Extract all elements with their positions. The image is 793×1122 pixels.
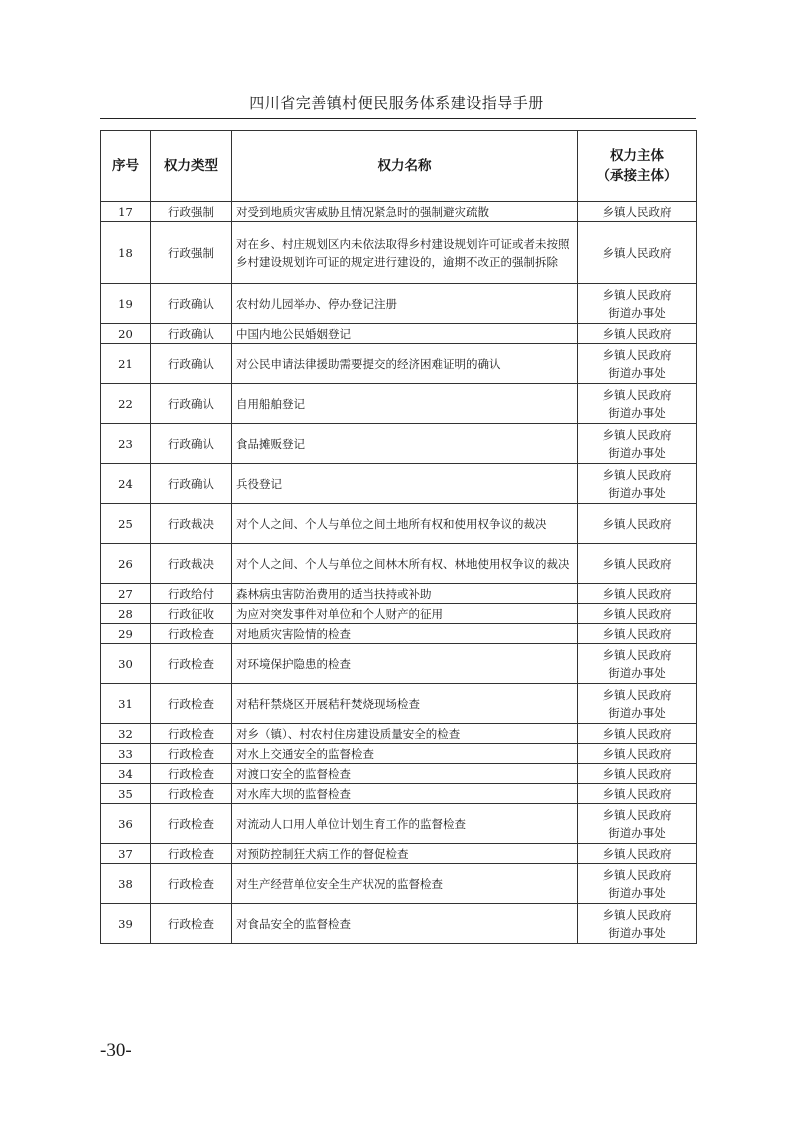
cell-power-subject xyxy=(578,904,697,944)
subject-line: 街道办事处 xyxy=(608,925,666,940)
cell-power-type: 行政检查 xyxy=(151,904,232,944)
cell-power-subject xyxy=(578,864,697,904)
col-header-power-type: 权力类型 xyxy=(151,131,232,202)
cell-number: 39 xyxy=(101,904,151,944)
subject-line: 街道办事处 xyxy=(608,405,666,420)
page-header-title: 四川省完善镇村便民服务体系建设指导手册 xyxy=(249,94,544,112)
cell-power-name: 森林病虫害防治费用的适当扶持或补助 xyxy=(232,584,578,604)
cell-power-subject xyxy=(578,844,697,864)
cell-power-subject xyxy=(578,584,697,604)
cell-power-name: 对在乡、村庄规划区内未依法取得乡村建设规划许可证或者未按照乡村建设规划许可证的规定进行建设的，逾期不改正的强制拆除 xyxy=(232,222,578,284)
table-row xyxy=(101,504,697,544)
cell-number: 34 xyxy=(101,764,151,784)
cell-number: 32 xyxy=(101,724,151,744)
subject-line: 乡镇人民政府 xyxy=(602,204,672,219)
table-row xyxy=(101,424,697,464)
subject-line: 乡镇人民政府 xyxy=(602,586,672,601)
cell-power-subject xyxy=(578,464,697,504)
subject-line: 乡镇人民政府 xyxy=(602,467,672,482)
cell-number: 31 xyxy=(101,684,151,724)
cell-power-name: 对生产经营单位安全生产状况的监督检查 xyxy=(232,864,578,904)
subject-line: 乡镇人民政府 xyxy=(602,907,672,922)
subject-line: 街道办事处 xyxy=(608,825,666,840)
cell-power-type: 行政确认 xyxy=(151,284,232,324)
cell-number: 26 xyxy=(101,544,151,584)
subject-line: 乡镇人民政府 xyxy=(602,606,672,621)
cell-power-type: 行政检查 xyxy=(151,724,232,744)
cell-number: 24 xyxy=(101,464,151,504)
cell-power-subject xyxy=(578,424,697,464)
col-header-subject-line2: （承接主体） xyxy=(596,168,678,184)
cell-power-type: 行政确认 xyxy=(151,424,232,464)
page-number: -30- xyxy=(100,1040,132,1061)
table-row xyxy=(101,284,697,324)
cell-number: 36 xyxy=(101,804,151,844)
cell-number: 23 xyxy=(101,424,151,464)
cell-number: 21 xyxy=(101,344,151,384)
cell-number: 29 xyxy=(101,624,151,644)
subject-line: 乡镇人民政府 xyxy=(602,687,672,702)
cell-power-subject xyxy=(578,324,697,344)
subject-line: 乡镇人民政府 xyxy=(602,846,672,861)
cell-power-subject xyxy=(578,504,697,544)
header-rule xyxy=(100,118,696,119)
cell-power-type: 行政检查 xyxy=(151,864,232,904)
subject-line: 乡镇人民政府 xyxy=(602,326,672,341)
cell-power-subject xyxy=(578,644,697,684)
cell-number: 28 xyxy=(101,604,151,624)
subject-line: 乡镇人民政府 xyxy=(602,807,672,822)
table-row xyxy=(101,684,697,724)
cell-power-type: 行政确认 xyxy=(151,344,232,384)
cell-power-subject xyxy=(578,604,697,624)
subject-line: 乡镇人民政府 xyxy=(602,867,672,882)
cell-power-name: 对地质灾害险情的检查 xyxy=(232,624,578,644)
cell-power-subject xyxy=(578,544,697,584)
cell-power-subject xyxy=(578,202,697,222)
cell-number: 35 xyxy=(101,784,151,804)
cell-power-subject xyxy=(578,384,697,424)
cell-power-type: 行政强制 xyxy=(151,222,232,284)
cell-power-type: 行政确认 xyxy=(151,384,232,424)
subject-line: 街道办事处 xyxy=(608,365,666,380)
subject-line: 乡镇人民政府 xyxy=(602,726,672,741)
table-body xyxy=(101,202,697,944)
cell-power-type: 行政强制 xyxy=(151,202,232,222)
table-row xyxy=(101,724,697,744)
cell-power-type: 行政确认 xyxy=(151,464,232,504)
cell-power-name: 自用船舶登记 xyxy=(232,384,578,424)
table-row xyxy=(101,764,697,784)
cell-number: 27 xyxy=(101,584,151,604)
cell-power-name: 对公民申请法律援助需要提交的经济困难证明的确认 xyxy=(232,344,578,384)
cell-number: 19 xyxy=(101,284,151,324)
table-row xyxy=(101,324,697,344)
cell-number: 37 xyxy=(101,844,151,864)
cell-power-type: 行政检查 xyxy=(151,644,232,684)
subject-line: 乡镇人民政府 xyxy=(602,347,672,362)
cell-power-type: 行政检查 xyxy=(151,804,232,844)
table-row xyxy=(101,844,697,864)
cell-power-subject xyxy=(578,344,697,384)
cell-power-type: 行政检查 xyxy=(151,844,232,864)
subject-line: 乡镇人民政府 xyxy=(602,516,672,531)
col-header-number: 序号 xyxy=(101,131,151,202)
subject-line: 街道办事处 xyxy=(608,485,666,500)
cell-number: 25 xyxy=(101,504,151,544)
col-header-power-name: 权力名称 xyxy=(232,131,578,202)
cell-power-name: 对食品安全的监督检查 xyxy=(232,904,578,944)
cell-power-subject xyxy=(578,744,697,764)
power-list-table xyxy=(100,130,697,944)
cell-power-subject xyxy=(578,784,697,804)
subject-line: 乡镇人民政府 xyxy=(602,626,672,641)
cell-number: 17 xyxy=(101,202,151,222)
table-row xyxy=(101,222,697,284)
col-header-power-subject xyxy=(578,131,697,202)
cell-power-name: 对受到地质灾害威胁且情况紧急时的强制避灾疏散 xyxy=(232,202,578,222)
col-header-subject-line1: 权力主体 xyxy=(610,148,664,164)
subject-line: 街道办事处 xyxy=(608,885,666,900)
cell-number: 20 xyxy=(101,324,151,344)
table-row xyxy=(101,804,697,844)
cell-power-type: 行政裁决 xyxy=(151,504,232,544)
table-row xyxy=(101,744,697,764)
subject-line: 街道办事处 xyxy=(608,705,666,720)
cell-power-name: 对预防控制狂犬病工作的督促检查 xyxy=(232,844,578,864)
cell-power-type: 行政检查 xyxy=(151,764,232,784)
cell-power-subject xyxy=(578,724,697,744)
subject-line: 乡镇人民政府 xyxy=(602,287,672,302)
cell-power-type: 行政确认 xyxy=(151,324,232,344)
table-row xyxy=(101,864,697,904)
table-row xyxy=(101,604,697,624)
subject-line: 乡镇人民政府 xyxy=(602,766,672,781)
subject-line: 乡镇人民政府 xyxy=(602,746,672,761)
cell-power-type: 行政检查 xyxy=(151,784,232,804)
subject-line: 乡镇人民政府 xyxy=(602,245,672,260)
table-row xyxy=(101,644,697,684)
cell-power-type: 行政检查 xyxy=(151,624,232,644)
cell-power-name: 对环境保护隐患的检查 xyxy=(232,644,578,684)
table-row xyxy=(101,384,697,424)
table-row xyxy=(101,904,697,944)
cell-power-name: 对水上交通安全的监督检查 xyxy=(232,744,578,764)
cell-power-name: 中国内地公民婚姻登记 xyxy=(232,324,578,344)
cell-power-name: 为应对突发事件对单位和个人财产的征用 xyxy=(232,604,578,624)
subject-line: 街道办事处 xyxy=(608,665,666,680)
cell-power-type: 行政检查 xyxy=(151,684,232,724)
cell-power-name: 对水库大坝的监督检查 xyxy=(232,784,578,804)
cell-power-subject xyxy=(578,284,697,324)
subject-line: 乡镇人民政府 xyxy=(602,387,672,402)
cell-power-type: 行政给付 xyxy=(151,584,232,604)
table-row xyxy=(101,784,697,804)
subject-line: 乡镇人民政府 xyxy=(602,427,672,442)
cell-number: 30 xyxy=(101,644,151,684)
subject-line: 乡镇人民政府 xyxy=(602,647,672,662)
cell-power-name: 农村幼儿园举办、停办登记注册 xyxy=(232,284,578,324)
cell-power-name: 兵役登记 xyxy=(232,464,578,504)
cell-number: 22 xyxy=(101,384,151,424)
cell-number: 33 xyxy=(101,744,151,764)
table-row xyxy=(101,544,697,584)
subject-line: 街道办事处 xyxy=(608,305,666,320)
cell-power-name: 对秸秆禁烧区开展秸秆焚烧现场检查 xyxy=(232,684,578,724)
cell-power-subject xyxy=(578,764,697,784)
cell-number: 18 xyxy=(101,222,151,284)
cell-power-type: 行政裁决 xyxy=(151,544,232,584)
table-row xyxy=(101,464,697,504)
table-header-row xyxy=(101,131,697,202)
table-row xyxy=(101,202,697,222)
cell-power-type: 行政检查 xyxy=(151,744,232,764)
cell-power-subject xyxy=(578,624,697,644)
table-row xyxy=(101,344,697,384)
cell-power-name: 对渡口安全的监督检查 xyxy=(232,764,578,784)
subject-line: 乡镇人民政府 xyxy=(602,556,672,571)
cell-power-subject xyxy=(578,804,697,844)
cell-power-name: 食品摊贩登记 xyxy=(232,424,578,464)
subject-line: 乡镇人民政府 xyxy=(602,786,672,801)
cell-power-type: 行政征收 xyxy=(151,604,232,624)
cell-power-subject xyxy=(578,684,697,724)
cell-power-subject xyxy=(578,222,697,284)
subject-line: 街道办事处 xyxy=(608,445,666,460)
table-row xyxy=(101,624,697,644)
cell-number: 38 xyxy=(101,864,151,904)
cell-power-name: 对乡（镇）、村农村住房建设质量安全的检查 xyxy=(232,724,578,744)
table-row xyxy=(101,584,697,604)
cell-power-name: 对个人之间、个人与单位之间土地所有权和使用权争议的裁决 xyxy=(232,504,578,544)
cell-power-name: 对个人之间、个人与单位之间林木所有权、林地使用权争议的裁决 xyxy=(232,544,578,584)
cell-power-name: 对流动人口用人单位计划生育工作的监督检查 xyxy=(232,804,578,844)
